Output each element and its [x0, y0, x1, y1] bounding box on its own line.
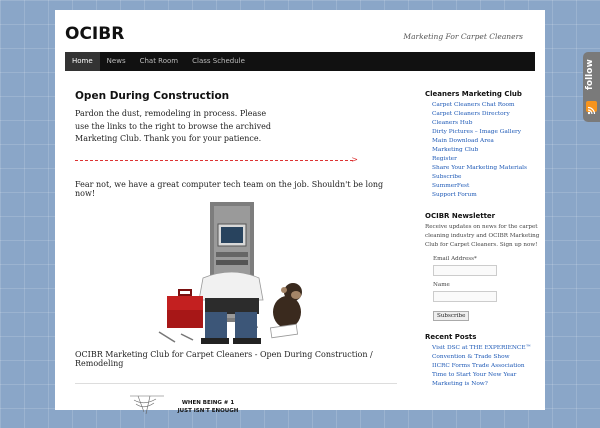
follow-tab[interactable]	[583, 52, 600, 122]
construction-image	[75, 200, 405, 350]
recent-post-link-dsc[interactable]: Visit DSC at THE EXPERIENCE™ Convention & Trade Show	[432, 345, 532, 360]
sidebar-link-download-area[interactable]: Main Download Area	[432, 138, 494, 144]
sidebar-link-marketing-club[interactable]: Marketing Club	[432, 147, 479, 153]
page-container	[55, 10, 545, 414]
sidebar-link-support-forum[interactable]: Support Forum	[432, 192, 477, 198]
site-title[interactable]: OCIBR	[65, 24, 125, 44]
recent-posts-title: Recent Posts	[425, 333, 477, 341]
sidebar-link-register[interactable]: Register	[432, 156, 457, 162]
nav-item-news[interactable]: News	[106, 57, 126, 65]
sidebar-link-summerfest[interactable]: SummerFest	[432, 183, 470, 189]
name-label: Name	[433, 282, 450, 288]
subscribe-button[interactable]: Subscribe	[433, 311, 469, 321]
next-post-banner	[130, 394, 250, 424]
nav-item-class-schedule[interactable]: Class Schedule	[192, 57, 245, 65]
rss-icon	[586, 101, 597, 112]
post-title[interactable]: Open During Construction	[75, 90, 230, 102]
sidebar-link-subscribe[interactable]: Subscribe	[432, 174, 462, 180]
image-caption: OCIBR Marketing Club for Carpet Cleaners - Open During Construction / Remodeling	[75, 349, 373, 368]
sidebar-link-directory[interactable]: Carpet Cleaners Directory	[432, 111, 510, 117]
post-note: Fear not, we have a great computer tech team on the job. Shouldn't be long now!	[75, 179, 384, 198]
banner-line-1: WHEN BEING # 1	[181, 399, 235, 406]
nav-item-home[interactable]: Home	[65, 52, 100, 71]
newsletter-form	[433, 256, 540, 321]
post-separator	[75, 383, 397, 384]
club-widget-title: Cleaners Marketing Club	[425, 90, 522, 98]
arrow-icon: >	[351, 154, 358, 164]
site-tagline: Marketing For Carpet Cleaners	[403, 32, 523, 41]
dashed-divider	[75, 154, 358, 164]
email-label: Email Address*	[433, 256, 477, 262]
newsletter-widget-title: OCIBR Newsletter	[425, 212, 496, 220]
recent-post-link-iicrc[interactable]: IICRC Forms Trade Association	[432, 363, 525, 369]
name-field[interactable]	[433, 291, 497, 302]
sidebar-link-share-materials[interactable]: Share Your Marketing Materials	[432, 165, 528, 171]
banner-line-2: JUST ISN'T ENOUGH	[177, 407, 239, 414]
post-intro: Pardon the dust, remodeling in process. Please use the links to the right to browse the archived Marketing Club. Thank you for your patience.	[75, 109, 271, 143]
club-links	[432, 101, 540, 200]
main-nav	[65, 52, 535, 71]
newsletter-text: Receive updates on news for the carpet cleaning industry and OCIBR Marketing Club for Carpet Cleaners. Sign up now!	[425, 224, 540, 248]
recent-posts-links	[432, 344, 540, 389]
recent-post-link-new-year[interactable]: Time to Start Your New Year Marketing is Now?	[432, 372, 517, 387]
sidebar-link-image-gallery[interactable]: Dirty Pictures – Image Gallery	[432, 129, 522, 135]
sidebar-link-cleaners-hub[interactable]: Cleaners Hub	[432, 120, 473, 126]
email-field[interactable]	[433, 265, 497, 276]
main-content	[75, 90, 405, 424]
sidebar	[425, 90, 540, 401]
spider-web-icon	[130, 394, 166, 424]
follow-label: follow	[585, 59, 595, 91]
nav-item-chat-room[interactable]: Chat Room	[139, 57, 179, 65]
sidebar-link-chat-room[interactable]: Carpet Cleaners Chat Room	[432, 102, 515, 108]
